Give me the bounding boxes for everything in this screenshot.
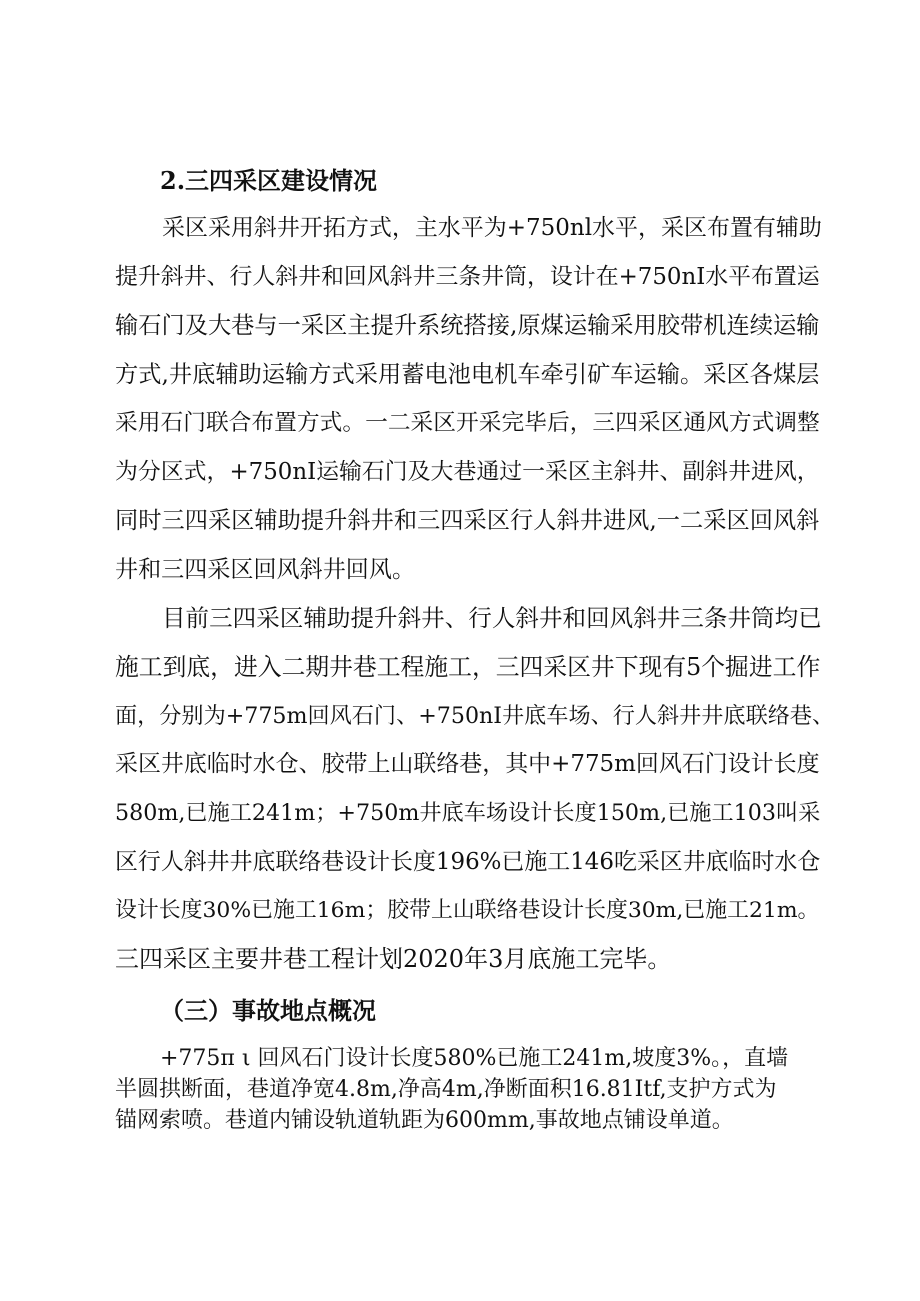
para1-line-6: 为分区式，+750nI运输石门及大巷通过一采区主斜井、副斜井进风，	[115, 459, 820, 485]
para1-line-2: 提升斜井、行人斜井和回风斜井三条井筒，设计在+750nI水平布置运	[115, 264, 820, 290]
para2-line-4: 采区井底临时水仓、胶带上山联络巷，其中+775m回风石门设计长度	[115, 751, 820, 777]
para1-line-4: 方式,井底辅助运输方式采用蓄电池电机车牵引矿车运输。采区各煤层	[115, 361, 820, 388]
para3-line-3: 锚网索喷。巷道内铺设轨道轨距为600mm,事故地点铺设单道。	[115, 1108, 734, 1133]
para1-line-7: 同时三四采区辅助提升斜井和三四采区行人斜井进风,一二采区回风斜	[115, 507, 820, 534]
para2-line-7: 设计长度30%已施工16m；胶带上山联络巷设计长度30m,已施工21m。	[115, 898, 820, 923]
para1-line-3: 输石门及大巷与一采区主提升系统搭接,原煤运输采用胶带机连续运输	[115, 312, 820, 339]
para1-line-1: 采区采用斜井开拓方式，主水平为+750nl水平，采区布置有辅助	[162, 215, 822, 241]
para3-line-1: +775π ι 回风石门设计长度580%已施工241m,坡度3%。，直墙	[160, 1046, 789, 1071]
para2-line-3: 面，分别为+775m回风石门、+750nI井底车场、行人斜井井底联络巷、	[115, 703, 835, 729]
para2-line-6: 区行人斜井井底联络巷设计长度196%已施工146吃采区井底临时水仓	[115, 849, 821, 875]
para3-line-2: 半圆拱断面，巷道净宽4.8m,净高4m,净断面积16.81Itf,支护方式为	[115, 1077, 777, 1102]
para2-line-1: 目前三四采区辅助提升斜井、行人斜井和回风斜井三条井筒均已	[162, 604, 822, 632]
para1-line-5: 采用石门联合布置方式。一二采区开采完毕后，三四采区通风方式调整	[115, 410, 820, 436]
para1-line-8: 井和三四采区回风斜井回风。	[115, 557, 416, 583]
section-heading-3: （三）事故地点概况	[160, 996, 376, 1025]
para2-line-8: 三四采区主要井巷工程计划2020年3月底施工完毕。	[115, 945, 672, 973]
section-heading-2: 2.三四采区建设情况	[160, 166, 378, 195]
para2-line-5: 580m,已施工241m；+750m井底车场设计长度150m,已施工103叫采	[115, 800, 821, 826]
para2-line-2: 施工到底，进入二期井巷工程施工，三四采区井下现有5个掘进工作	[115, 653, 821, 681]
